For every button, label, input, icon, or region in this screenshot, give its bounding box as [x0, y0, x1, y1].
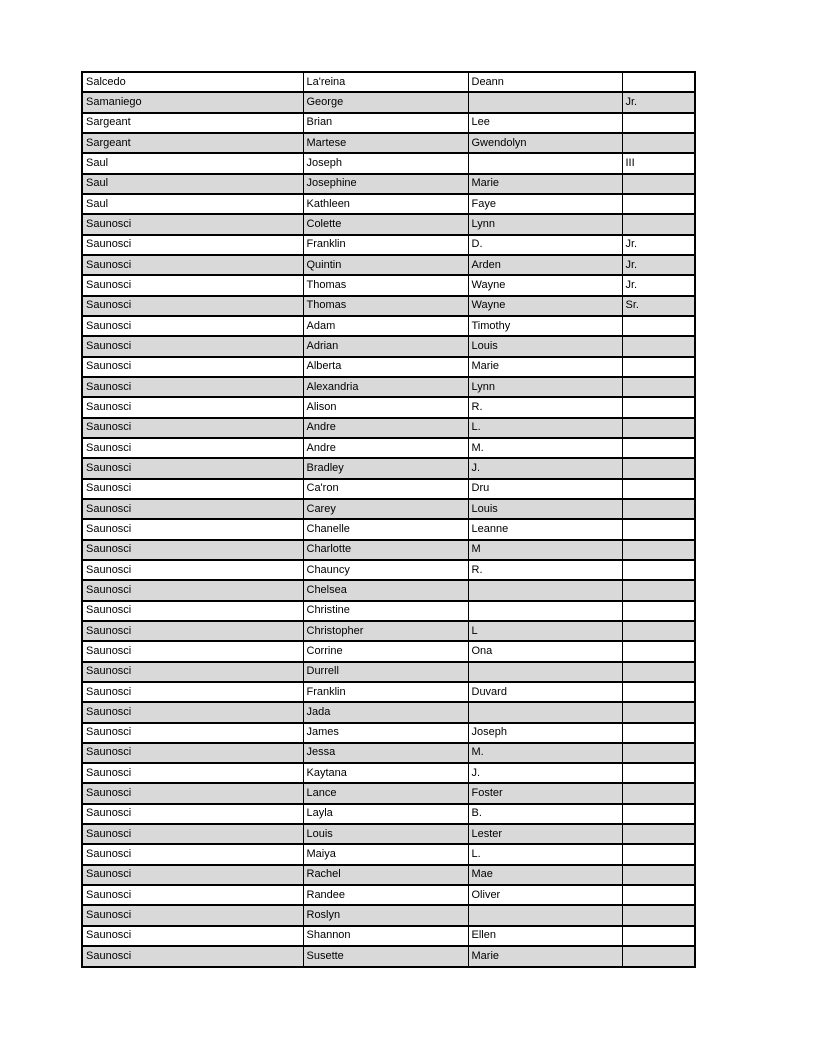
cell-middle-name: L [468, 621, 622, 641]
cell-middle-name: Ellen [468, 926, 622, 946]
cell-first-name: Andre [303, 438, 468, 458]
table-row [82, 540, 695, 560]
table-row [82, 255, 695, 275]
cell-suffix-name: Jr. [622, 255, 695, 275]
cell-suffix-name [622, 580, 695, 600]
cell-last-name: Saunosci [82, 682, 303, 702]
cell-last-name: Saunosci [82, 418, 303, 438]
cell-first-name: Jada [303, 702, 468, 722]
cell-last-name: Saunosci [82, 865, 303, 885]
cell-middle-name: J. [468, 458, 622, 478]
cell-suffix-name [622, 418, 695, 438]
cell-suffix-name [622, 662, 695, 682]
cell-first-name: Corrine [303, 641, 468, 661]
cell-first-name: Shannon [303, 926, 468, 946]
cell-last-name: Saunosci [82, 458, 303, 478]
cell-suffix-name [622, 357, 695, 377]
cell-first-name: Christine [303, 601, 468, 621]
cell-last-name: Saunosci [82, 479, 303, 499]
cell-last-name: Samaniego [82, 92, 303, 112]
cell-middle-name: J. [468, 763, 622, 783]
cell-first-name: Chauncy [303, 560, 468, 580]
cell-middle-name: R. [468, 560, 622, 580]
cell-suffix-name [622, 682, 695, 702]
cell-last-name: Salcedo [82, 72, 303, 92]
cell-first-name: Rachel [303, 865, 468, 885]
cell-first-name: Franklin [303, 682, 468, 702]
cell-middle-name: Louis [468, 499, 622, 519]
cell-last-name: Saunosci [82, 905, 303, 925]
table-row [82, 92, 695, 112]
cell-middle-name: M. [468, 743, 622, 763]
cell-middle-name: Lynn [468, 214, 622, 234]
cell-last-name: Saunosci [82, 885, 303, 905]
cell-suffix-name: Sr. [622, 296, 695, 316]
table-row [82, 702, 695, 722]
cell-first-name: Chelsea [303, 580, 468, 600]
cell-suffix-name [622, 479, 695, 499]
cell-first-name: Adrian [303, 336, 468, 356]
cell-first-name: Susette [303, 946, 468, 967]
cell-last-name: Saunosci [82, 662, 303, 682]
cell-suffix-name [622, 905, 695, 925]
cell-first-name: Lance [303, 783, 468, 803]
table-row [82, 113, 695, 133]
cell-suffix-name [622, 641, 695, 661]
cell-middle-name: Lynn [468, 377, 622, 397]
cell-suffix-name [622, 438, 695, 458]
cell-first-name: Chanelle [303, 519, 468, 539]
cell-last-name: Saul [82, 194, 303, 214]
cell-middle-name: Timothy [468, 316, 622, 336]
cell-last-name: Saunosci [82, 540, 303, 560]
table-row [82, 885, 695, 905]
cell-middle-name: Ona [468, 641, 622, 661]
table-row [82, 723, 695, 743]
cell-last-name: Saunosci [82, 519, 303, 539]
cell-middle-name: D. [468, 235, 622, 255]
cell-suffix-name [622, 804, 695, 824]
cell-suffix-name [622, 113, 695, 133]
table-row [82, 499, 695, 519]
table-row [82, 438, 695, 458]
cell-suffix-name [622, 194, 695, 214]
cell-suffix-name [622, 702, 695, 722]
cell-suffix-name [622, 214, 695, 234]
table-row [82, 418, 695, 438]
table-row [82, 865, 695, 885]
cell-last-name: Saul [82, 174, 303, 194]
table-row [82, 458, 695, 478]
cell-suffix-name [622, 743, 695, 763]
cell-last-name: Saunosci [82, 641, 303, 661]
cell-suffix-name [622, 377, 695, 397]
cell-first-name: Bradley [303, 458, 468, 478]
cell-first-name: Thomas [303, 275, 468, 295]
cell-last-name: Saul [82, 153, 303, 173]
table-row [82, 560, 695, 580]
cell-last-name: Saunosci [82, 235, 303, 255]
cell-last-name: Saunosci [82, 316, 303, 336]
cell-last-name: Sargeant [82, 113, 303, 133]
cell-middle-name: Marie [468, 357, 622, 377]
table-row [82, 926, 695, 946]
cell-first-name: George [303, 92, 468, 112]
cell-middle-name: Mae [468, 865, 622, 885]
cell-first-name: Randee [303, 885, 468, 905]
cell-middle-name: L. [468, 844, 622, 864]
cell-last-name: Saunosci [82, 336, 303, 356]
cell-suffix-name [622, 723, 695, 743]
table-row [82, 133, 695, 153]
cell-last-name: Saunosci [82, 601, 303, 621]
cell-first-name: Ca'ron [303, 479, 468, 499]
table-row [82, 946, 695, 967]
cell-last-name: Saunosci [82, 804, 303, 824]
table-row [82, 519, 695, 539]
cell-last-name: Sargeant [82, 133, 303, 153]
cell-middle-name: Wayne [468, 296, 622, 316]
cell-suffix-name [622, 783, 695, 803]
cell-suffix-name [622, 336, 695, 356]
table-row [82, 194, 695, 214]
table-row [82, 214, 695, 234]
cell-suffix-name [622, 499, 695, 519]
cell-first-name: Franklin [303, 235, 468, 255]
cell-last-name: Saunosci [82, 438, 303, 458]
table-row [82, 682, 695, 702]
cell-first-name: La'reina [303, 72, 468, 92]
cell-last-name: Saunosci [82, 296, 303, 316]
cell-middle-name: L. [468, 418, 622, 438]
cell-suffix-name [622, 601, 695, 621]
cell-first-name: Maiya [303, 844, 468, 864]
cell-middle-name: Deann [468, 72, 622, 92]
cell-middle-name: Arden [468, 255, 622, 275]
cell-last-name: Saunosci [82, 824, 303, 844]
table-row [82, 316, 695, 336]
table-row [82, 275, 695, 295]
table-row [82, 296, 695, 316]
cell-middle-name: R. [468, 397, 622, 417]
cell-first-name: Brian [303, 113, 468, 133]
cell-last-name: Saunosci [82, 621, 303, 641]
cell-suffix-name [622, 458, 695, 478]
cell-suffix-name [622, 519, 695, 539]
table-row [82, 662, 695, 682]
cell-suffix-name [622, 763, 695, 783]
cell-middle-name: Faye [468, 194, 622, 214]
cell-middle-name: M [468, 540, 622, 560]
table-row [82, 479, 695, 499]
cell-suffix-name [622, 824, 695, 844]
cell-last-name: Saunosci [82, 377, 303, 397]
cell-suffix-name: Jr. [622, 235, 695, 255]
cell-first-name: James [303, 723, 468, 743]
cell-middle-name: Marie [468, 174, 622, 194]
cell-first-name: Layla [303, 804, 468, 824]
cell-middle-name: Marie [468, 946, 622, 967]
table-row [82, 357, 695, 377]
cell-suffix-name [622, 316, 695, 336]
cell-first-name: Colette [303, 214, 468, 234]
cell-middle-name: Lee [468, 113, 622, 133]
table-row [82, 580, 695, 600]
cell-last-name: Saunosci [82, 499, 303, 519]
cell-middle-name: Oliver [468, 885, 622, 905]
cell-first-name: Jessa [303, 743, 468, 763]
cell-first-name: Alison [303, 397, 468, 417]
table-row [82, 824, 695, 844]
table-row [82, 377, 695, 397]
cell-suffix-name [622, 946, 695, 967]
cell-suffix-name [622, 72, 695, 92]
name-table-body [82, 72, 695, 967]
cell-last-name: Saunosci [82, 723, 303, 743]
table-row [82, 174, 695, 194]
cell-first-name: Thomas [303, 296, 468, 316]
cell-first-name: Charlotte [303, 540, 468, 560]
cell-suffix-name [622, 885, 695, 905]
cell-last-name: Saunosci [82, 580, 303, 600]
table-row [82, 804, 695, 824]
cell-suffix-name [622, 560, 695, 580]
cell-middle-name [468, 580, 622, 600]
cell-last-name: Saunosci [82, 214, 303, 234]
cell-middle-name [468, 662, 622, 682]
table-row [82, 905, 695, 925]
table-row [82, 763, 695, 783]
cell-middle-name: Leanne [468, 519, 622, 539]
cell-last-name: Saunosci [82, 702, 303, 722]
cell-middle-name [468, 601, 622, 621]
cell-last-name: Saunosci [82, 926, 303, 946]
cell-suffix-name [622, 865, 695, 885]
cell-first-name: Kaytana [303, 763, 468, 783]
cell-suffix-name [622, 926, 695, 946]
cell-last-name: Saunosci [82, 783, 303, 803]
table-row [82, 336, 695, 356]
cell-suffix-name: III [622, 153, 695, 173]
cell-suffix-name [622, 133, 695, 153]
cell-middle-name [468, 153, 622, 173]
cell-first-name: Alberta [303, 357, 468, 377]
cell-first-name: Kathleen [303, 194, 468, 214]
cell-middle-name: B. [468, 804, 622, 824]
cell-middle-name: Wayne [468, 275, 622, 295]
table-row [82, 153, 695, 173]
cell-middle-name [468, 92, 622, 112]
cell-last-name: Saunosci [82, 560, 303, 580]
cell-last-name: Saunosci [82, 275, 303, 295]
cell-first-name: Adam [303, 316, 468, 336]
cell-middle-name: Foster [468, 783, 622, 803]
cell-first-name: Roslyn [303, 905, 468, 925]
cell-last-name: Saunosci [82, 357, 303, 377]
table-row [82, 601, 695, 621]
cell-middle-name: M. [468, 438, 622, 458]
cell-middle-name: Louis [468, 336, 622, 356]
cell-last-name: Saunosci [82, 397, 303, 417]
cell-middle-name [468, 702, 622, 722]
cell-last-name: Saunosci [82, 844, 303, 864]
cell-first-name: Christopher [303, 621, 468, 641]
cell-first-name: Carey [303, 499, 468, 519]
table-row [82, 844, 695, 864]
cell-middle-name: Duvard [468, 682, 622, 702]
cell-suffix-name [622, 174, 695, 194]
cell-first-name: Durrell [303, 662, 468, 682]
cell-first-name: Alexandria [303, 377, 468, 397]
cell-middle-name: Lester [468, 824, 622, 844]
cell-suffix-name: Jr. [622, 92, 695, 112]
cell-suffix-name [622, 844, 695, 864]
cell-middle-name: Gwendolyn [468, 133, 622, 153]
table-row [82, 641, 695, 661]
cell-suffix-name [622, 397, 695, 417]
cell-middle-name [468, 905, 622, 925]
cell-last-name: Saunosci [82, 743, 303, 763]
cell-middle-name: Dru [468, 479, 622, 499]
cell-last-name: Saunosci [82, 255, 303, 275]
cell-suffix-name [622, 621, 695, 641]
table-row [82, 72, 695, 92]
cell-first-name: Quintin [303, 255, 468, 275]
table-row [82, 783, 695, 803]
name-table [81, 71, 696, 968]
cell-middle-name: Joseph [468, 723, 622, 743]
cell-first-name: Andre [303, 418, 468, 438]
cell-first-name: Josephine [303, 174, 468, 194]
cell-first-name: Louis [303, 824, 468, 844]
cell-first-name: Joseph [303, 153, 468, 173]
table-row [82, 235, 695, 255]
cell-last-name: Saunosci [82, 946, 303, 967]
cell-last-name: Saunosci [82, 763, 303, 783]
table-row [82, 621, 695, 641]
table-row [82, 743, 695, 763]
cell-suffix-name: Jr. [622, 275, 695, 295]
cell-first-name: Martese [303, 133, 468, 153]
table-row [82, 397, 695, 417]
cell-suffix-name [622, 540, 695, 560]
